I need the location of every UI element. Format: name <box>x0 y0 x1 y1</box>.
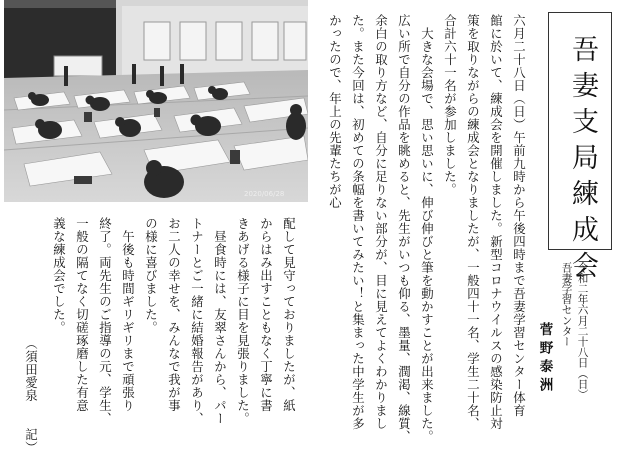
calligraphy-practice-photo-icon <box>4 0 308 202</box>
body-column: お二人の幸せを、みんなで我が事 <box>166 217 182 412</box>
body-column: 六月二十八日（日）午前九時から午後四時まで吾妻学習センター体育 <box>511 14 527 417</box>
body-column: 余白の取り方など、自分に足りない部分が、目に見えてよくわかりまし <box>373 14 389 430</box>
body-column: た。また今回は、初めての条幅を書いてみたい！と集まった中学生が多 <box>350 14 366 430</box>
body-column: 一般の隔てなく切磋琢磨した有意 <box>74 217 90 412</box>
body-column: 午後も時間ギリギリまで頑張り <box>120 230 136 412</box>
body-column: トナーとご一緒に結婚報告があり、 <box>189 217 205 425</box>
photo-watermark: 2020/06/28 <box>244 190 285 198</box>
body-column: 広い所で自分の作品を眺めると、先生がいつも仰る、墨量、潤渇、線質、 <box>396 14 412 443</box>
body-column: きあげる様子に目を見張りました。 <box>235 217 251 425</box>
body-column: 合計六十一名が参加しました。 <box>442 14 458 196</box>
article-credit <box>23 337 39 454</box>
body-column: 義な練成会でした。 <box>51 217 67 334</box>
article-date: 令和二年六月二十八日（日） <box>576 262 589 400</box>
credit-name: （須田愛泉 <box>23 337 39 402</box>
event-photo <box>4 0 308 202</box>
body-column: 策を取りながらの練成会となりましたが、一般四十一名、学生二十名、 <box>465 14 481 430</box>
body-column: 配して見守っておりましたが、紙 <box>281 217 297 412</box>
article-office: 吾妻学習センター <box>560 262 573 347</box>
credit-suffix: 記） <box>23 428 39 454</box>
body-column: かったので、年上の先輩たちが心 <box>327 14 343 209</box>
article-author: 菅野泰洲 <box>536 322 553 396</box>
body-column: の様に喜びました。 <box>143 217 159 334</box>
title-box <box>548 12 612 287</box>
body-column: 館に於いて、練成会を開催しました。新型コロナウイルスの感染防止対 <box>488 14 504 430</box>
body-column: からはみ出すこともなく丁寧に書 <box>258 217 274 412</box>
body-column: 昼食時には、友翠さんから、パー <box>212 230 228 425</box>
article-title: 吾妻支局練成会 <box>567 35 598 287</box>
body-column: 大きな会場で、思い思いに、伸び伸びと筆を動かすことが出来ました。 <box>419 27 435 443</box>
body-column: 終了。両先生のご指導の元、学生、 <box>97 217 113 425</box>
